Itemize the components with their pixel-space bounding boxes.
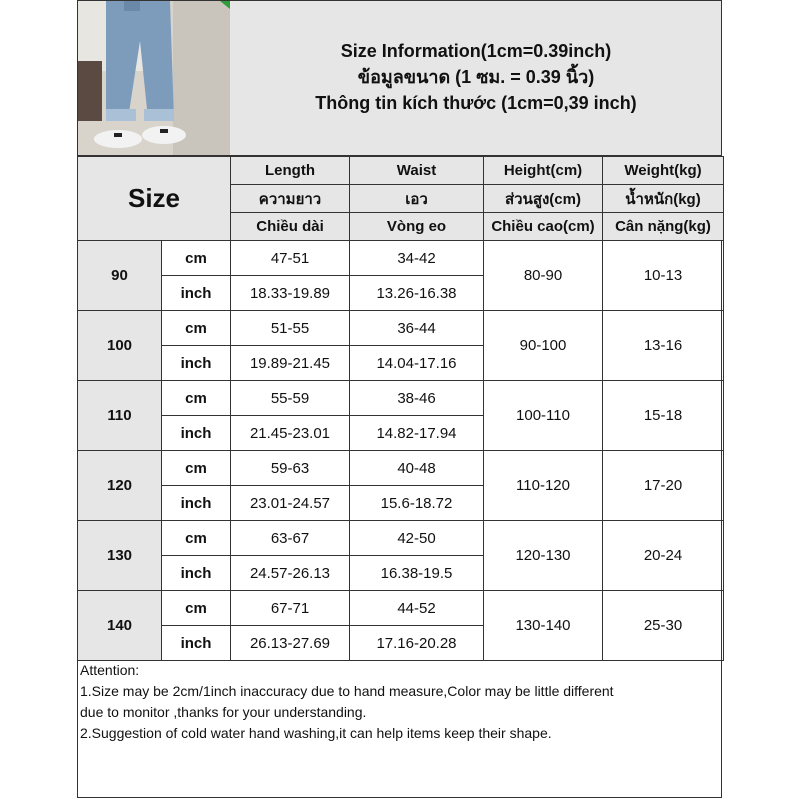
length-inch-value: 19.89-21.45: [231, 346, 350, 381]
height-value: 100-110: [484, 381, 603, 451]
weight-value: 17-20: [603, 451, 724, 521]
length-cm-value: 67-71: [231, 591, 350, 626]
unit-inch-label: inch: [162, 346, 231, 381]
size-value: 90: [78, 241, 162, 311]
waist-inch-value: 16.38-19.5: [350, 556, 484, 591]
waist-inch-value: 17.16-20.28: [350, 626, 484, 661]
waist-inch-value: 13.26-16.38: [350, 276, 484, 311]
weight-value: 25-30: [603, 591, 724, 661]
height-value: 130-140: [484, 591, 603, 661]
col-height-en: Height(cm): [484, 157, 603, 185]
title-english: Size Information(1cm=0.39inch): [340, 41, 612, 61]
length-inch-value: 26.13-27.69: [231, 626, 350, 661]
product-photo: [78, 1, 230, 155]
size-value: 120: [78, 451, 162, 521]
size-value: 140: [78, 591, 162, 661]
col-waist-vi: Vòng eo: [350, 213, 484, 241]
table-row: [78, 451, 724, 486]
size-table: [77, 156, 724, 661]
table-row: [78, 591, 724, 626]
height-value: 90-100: [484, 311, 603, 381]
length-inch-value: 21.45-23.01: [231, 416, 350, 451]
length-inch-value: 23.01-24.57: [231, 486, 350, 521]
title-vietnamese: Thông tin kích thước (1cm=0,39 inch): [315, 93, 637, 113]
col-length-vi: Chiều dài: [231, 213, 350, 241]
height-value: 110-120: [484, 451, 603, 521]
waist-cm-value: 42-50: [350, 521, 484, 556]
waist-cm-value: 36-44: [350, 311, 484, 346]
table-row: [78, 311, 724, 346]
col-length-en: Length: [231, 157, 350, 185]
length-inch-value: 18.33-19.89: [231, 276, 350, 311]
col-weight-en: Weight(kg): [603, 157, 724, 185]
header-row-english: [78, 157, 724, 185]
unit-inch-label: inch: [162, 626, 231, 661]
table-row: [78, 241, 724, 276]
size-header: Size: [78, 157, 231, 241]
weight-value: 20-24: [603, 521, 724, 591]
note-line-2: due to monitor ,thanks for your understanding.: [80, 704, 367, 720]
table-row: [78, 381, 724, 416]
waist-cm-value: 44-52: [350, 591, 484, 626]
unit-cm-label: cm: [162, 311, 231, 346]
length-cm-value: 55-59: [231, 381, 350, 416]
height-value: 80-90: [484, 241, 603, 311]
unit-inch-label: inch: [162, 276, 231, 311]
title-thai: ข้อมูลขนาด (1 ซม. = 0.39 นิ้ว): [357, 67, 595, 87]
waist-cm-value: 34-42: [350, 241, 484, 276]
col-waist-th: เอว: [350, 185, 484, 213]
table-row: [78, 521, 724, 556]
size-value: 130: [78, 521, 162, 591]
col-height-th: ส่วนสูง(cm): [484, 185, 603, 213]
unit-cm-label: cm: [162, 451, 231, 486]
waist-inch-value: 14.82-17.94: [350, 416, 484, 451]
attention-title: Attention:: [80, 662, 140, 678]
unit-inch-label: inch: [162, 556, 231, 591]
col-length-th: ความยาว: [231, 185, 350, 213]
note-line-1: 1.Size may be 2cm/1inch inaccuracy due to hand measure,Color may be little different: [80, 683, 614, 699]
height-value: 120-130: [484, 521, 603, 591]
col-height-vi: Chiều cao(cm): [484, 213, 603, 241]
length-cm-value: 47-51: [231, 241, 350, 276]
length-cm-value: 63-67: [231, 521, 350, 556]
weight-value: 15-18: [603, 381, 724, 451]
size-value: 110: [78, 381, 162, 451]
size-value: 100: [78, 311, 162, 381]
unit-inch-label: inch: [162, 486, 231, 521]
waist-inch-value: 15.6-18.72: [350, 486, 484, 521]
weight-value: 10-13: [603, 241, 724, 311]
length-cm-value: 51-55: [231, 311, 350, 346]
col-weight-vi: Cân nặng(kg): [603, 213, 724, 241]
unit-cm-label: cm: [162, 521, 231, 556]
waist-cm-value: 40-48: [350, 451, 484, 486]
waist-inch-value: 14.04-17.16: [350, 346, 484, 381]
col-waist-en: Waist: [350, 157, 484, 185]
length-cm-value: 59-63: [231, 451, 350, 486]
size-information-title: [231, 38, 721, 116]
weight-value: 13-16: [603, 311, 724, 381]
col-weight-th: น้ำหนัก(kg): [603, 185, 724, 213]
unit-inch-label: inch: [162, 416, 231, 451]
unit-cm-label: cm: [162, 591, 231, 626]
length-inch-value: 24.57-26.13: [231, 556, 350, 591]
unit-cm-label: cm: [162, 381, 231, 416]
waist-cm-value: 38-46: [350, 381, 484, 416]
note-line-3: 2.Suggestion of cold water hand washing,it can help items keep their shape.: [80, 725, 552, 741]
unit-cm-label: cm: [162, 241, 231, 276]
attention-notes: [80, 660, 720, 744]
